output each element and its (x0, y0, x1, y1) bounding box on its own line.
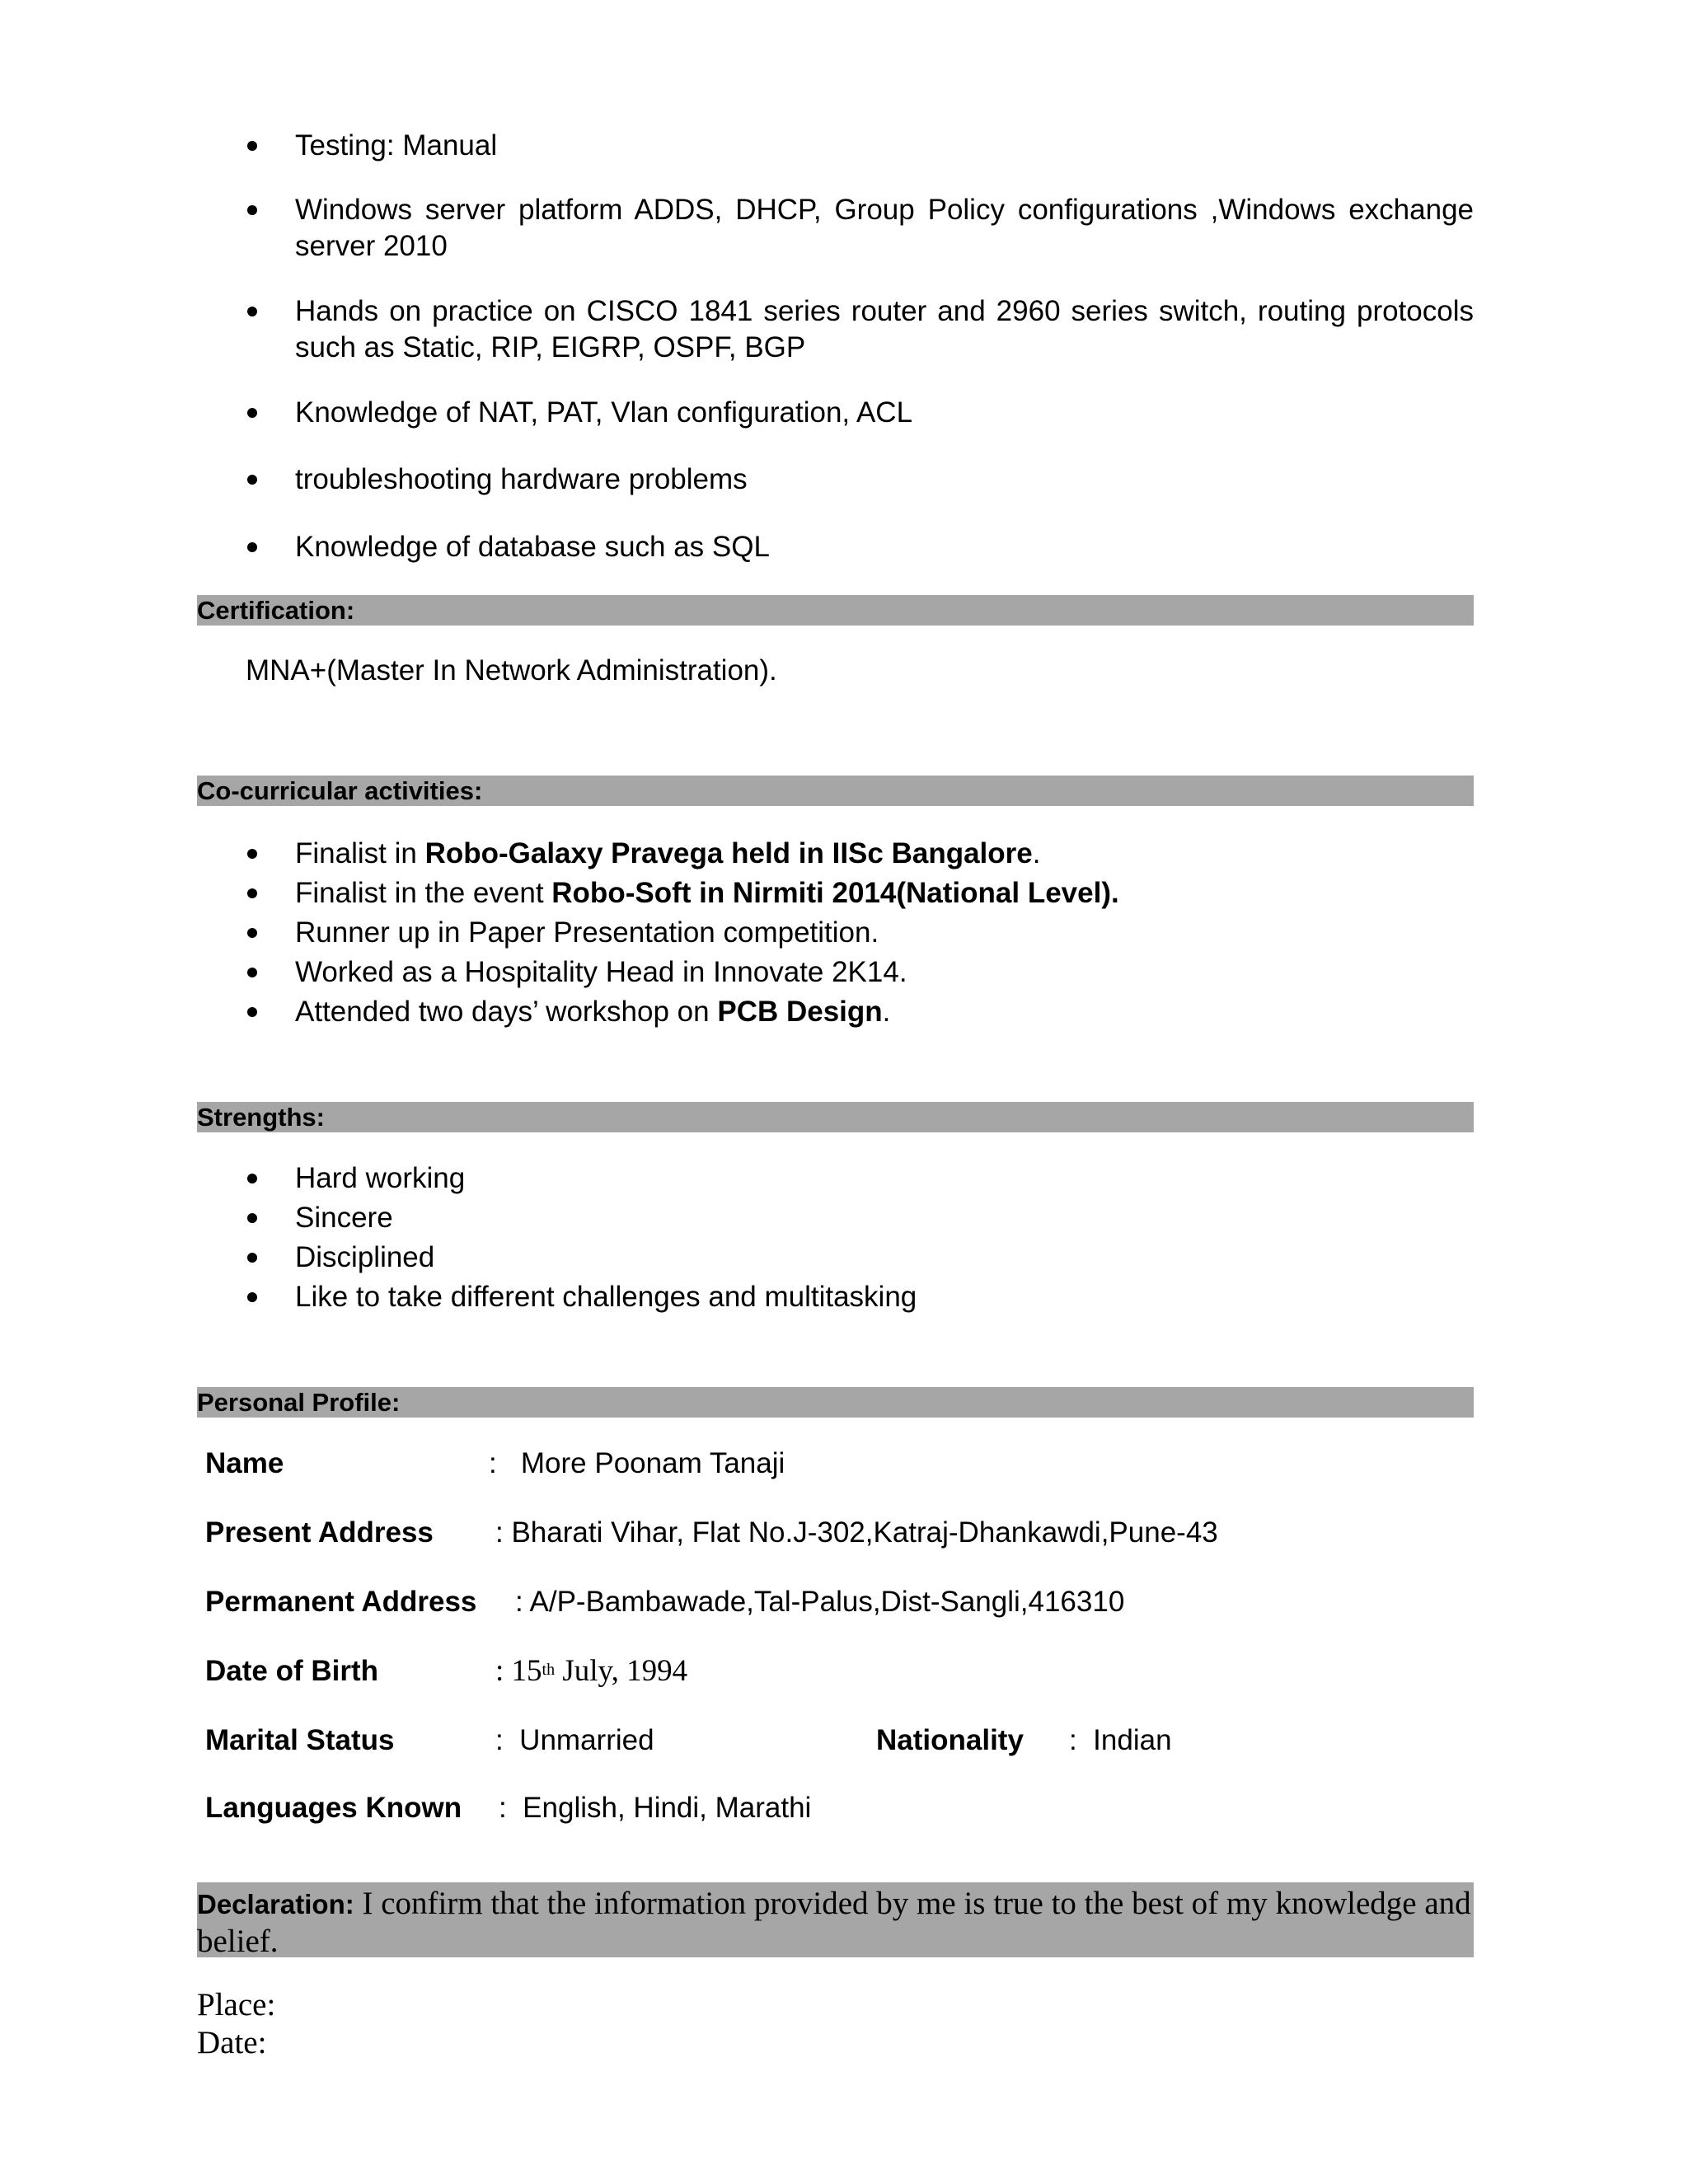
activity-text: Worked as a Hospitality Head in Innovate 2K14. (295, 956, 907, 988)
declaration-label: Declaration: (197, 1889, 354, 1919)
name-label: Name (205, 1447, 284, 1479)
strength-text: Like to take different challenges and multitasking (295, 1281, 917, 1313)
skill-text: Testing: Manual (295, 129, 498, 162)
bullet-icon (247, 475, 257, 485)
skill-text: troubleshooting hardware problems (295, 463, 748, 495)
bullet-icon (247, 307, 257, 316)
section-title: Strengths: (197, 1103, 325, 1132)
bullet-icon (247, 1174, 257, 1183)
nationality-label: Nationality (876, 1724, 1024, 1756)
skill-text: Hands on practice on CISCO 1841 series router and 2960 series switch, routing protocols such as Static, RIP, EIGRP, OSPF, BGP (295, 295, 1474, 363)
bullet-icon (247, 1213, 257, 1223)
bullet-icon (247, 888, 257, 898)
dob-value: : 15th July, 1994 (495, 1654, 688, 1688)
section-title: Certification: (197, 596, 355, 625)
bullet-icon (247, 1253, 257, 1263)
activity-text: Attended two days’ workshop on PCB Design. (295, 996, 891, 1028)
strength-text: Hard working (295, 1162, 466, 1194)
languages-label: Languages Known (205, 1792, 462, 1824)
skill-text: Knowledge of NAT, PAT, Vlan configuration, ACL (295, 396, 913, 429)
activity-text: Finalist in Robo-Galaxy Pravega held in IISc Bangalore. (295, 837, 1041, 869)
marital-status-value: : Unmarried (495, 1724, 654, 1756)
bullet-icon (247, 849, 257, 859)
permanent-address-value: : A/P-Bambawade,Tal-Palus,Dist-Sangli,416310 (515, 1586, 1125, 1618)
bullet-icon (247, 141, 257, 151)
place-label: Place: (197, 1987, 276, 2022)
bullet-icon (247, 928, 257, 938)
name-value: : More Poonam Tanaji (489, 1447, 785, 1479)
cocurricular-header (197, 776, 1474, 806)
nationality-value: : Indian (1069, 1724, 1172, 1756)
profile-header (197, 1387, 1474, 1418)
section-title: Co-curricular activities: (197, 776, 483, 805)
section-title: Personal Profile: (197, 1388, 401, 1417)
strengths-header (197, 1102, 1474, 1132)
bullet-icon (247, 542, 257, 552)
declaration (197, 1885, 1483, 1960)
present-address-value: : Bharati Vihar, Flat No.J-302,Katraj-Dhankawdi,Pune-43 (495, 1516, 1218, 1549)
activity-text: Runner up in Paper Presentation competition. (295, 916, 879, 949)
marital-status-label: Marital Status (205, 1724, 395, 1756)
activity-text: Finalist in the event Robo-Soft in Nirmiti 2014(National Level). (295, 877, 1119, 909)
skill-text: Windows server platform ADDS, DHCP, Group Policy configurations ,Windows exchange server 2010 (295, 194, 1474, 262)
date-label: Date: (197, 2025, 267, 2060)
certification-header (197, 595, 1474, 626)
present-address-label: Present Address (205, 1516, 434, 1549)
bullet-icon (247, 205, 257, 215)
bullet-icon (247, 1007, 257, 1017)
skill-text: Knowledge of database such as SQL (295, 531, 770, 563)
bullet-icon (247, 968, 257, 977)
permanent-address-label: Permanent Address (205, 1586, 477, 1618)
bullet-icon (247, 408, 257, 418)
bullet-icon (247, 1292, 257, 1302)
strength-text: Disciplined (295, 1241, 435, 1273)
certification-text: MNA+(Master In Network Administration). (246, 654, 777, 687)
declaration-text: I confirm that the information provided by me is true to the best of my knowledge and belief. (197, 1886, 1471, 1959)
languages-value: : English, Hindi, Marathi (499, 1792, 812, 1824)
strength-text: Sincere (295, 1202, 393, 1234)
dob-label: Date of Birth (205, 1655, 378, 1687)
